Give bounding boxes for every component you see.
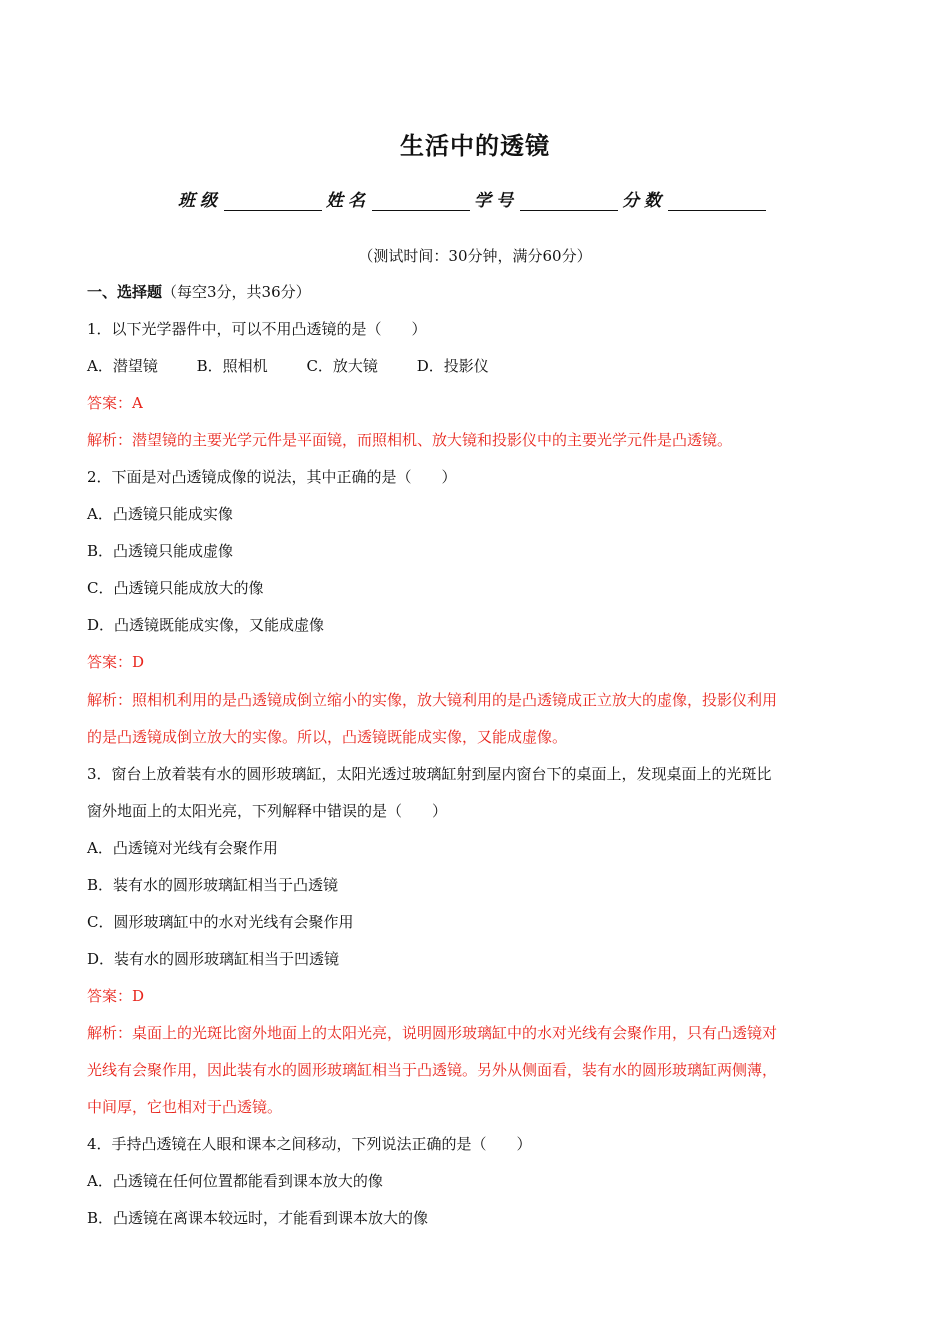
test-time-note: （测试时间：30分钟，满分60分） <box>358 247 592 265</box>
student-info-row <box>178 183 778 211</box>
question-2-analysis-line-1: 解析：照相机利用的是凸透镜成倒立缩小的实像，放大镜利用的是凸透镜成正立放大的虚像，投影仪利用 <box>87 691 778 709</box>
question-2-option-b: B．凸透镜只能成虚像 <box>87 542 234 560</box>
question-2-answer: 答案：D <box>87 653 145 671</box>
question-3-analysis-line-3: 中间厚，它也相对于凸透镜。 <box>87 1098 283 1116</box>
question-1-answer: 答案：A <box>87 394 143 412</box>
question-1-option-a: A．潜望镜 <box>87 357 158 375</box>
name-label: 姓名 <box>326 191 370 211</box>
student-id-blank <box>520 190 618 211</box>
question-4-option-b: B．凸透镜在离课本较远时，才能看到课本放大的像 <box>87 1209 429 1227</box>
question-2-analysis-line-2: 的是凸透镜成倒立放大的实像。所以，凸透镜既能成实像，又能成虚像。 <box>87 728 568 746</box>
student-id-label: 学号 <box>474 191 518 211</box>
question-1-option-b: B．照相机 <box>196 357 268 375</box>
question-1-options <box>87 355 867 377</box>
question-2-option-d: D．凸透镜既能成实像，又能成虚像 <box>87 616 325 634</box>
question-3-option-c: C．圆形玻璃缸中的水对光线有会聚作用 <box>87 913 354 931</box>
question-2-option-a: A．凸透镜只能成实像 <box>87 505 233 523</box>
question-3-option-d: D．装有水的圆形玻璃缸相当于凹透镜 <box>87 950 340 968</box>
question-1-option-d: D．投影仪 <box>416 357 489 375</box>
question-3-option-b: B．装有水的圆形玻璃缸相当于凸透镜 <box>87 876 339 894</box>
question-1-stem: 1．以下光学器件中，可以不用凸透镜的是（ ） <box>87 320 427 338</box>
question-3-option-a: A．凸透镜对光线有会聚作用 <box>87 839 278 857</box>
question-4-stem: 4．手持凸透镜在人眼和课本之间移动，下列说法正确的是（ ） <box>87 1135 532 1153</box>
section-note: （每空3分，共36分） <box>162 283 311 301</box>
section-heading <box>87 281 867 303</box>
score-label: 分数 <box>622 191 666 211</box>
question-3-analysis-line-1: 解析：桌面上的光斑比窗外地面上的太阳光亮，说明圆形玻璃缸中的水对光线有会聚作用，只有凸透镜对 <box>87 1024 778 1042</box>
question-2-stem: 2．下面是对凸透镜成像的说法，其中正确的是（ ） <box>87 468 457 486</box>
name-blank <box>372 190 470 211</box>
question-4-option-a: A．凸透镜在任何位置都能看到课本放大的像 <box>87 1172 383 1190</box>
question-3-answer: 答案：D <box>87 987 145 1005</box>
document-title: 生活中的透镜 <box>400 132 550 160</box>
question-3-stem-line-2: 窗外地面上的太阳光亮，下列解释中错误的是（ ） <box>87 802 448 820</box>
question-3-stem-line-1: 3．窗台上放着装有水的圆形玻璃缸，太阳光透过玻璃缸射到屋内窗台下的桌面上，发现桌面上的光斑比 <box>87 765 772 783</box>
section-title: 一、选择题 <box>87 283 163 301</box>
score-blank <box>668 190 766 211</box>
class-label: 班级 <box>178 191 222 211</box>
question-2-option-c: C．凸透镜只能成放大的像 <box>87 579 264 597</box>
question-3-analysis-line-2: 光线有会聚作用，因此装有水的圆形玻璃缸相当于凸透镜。另外从侧面看，装有水的圆形玻璃缸两侧薄， <box>87 1061 778 1079</box>
question-1-analysis: 解析：潜望镜的主要光学元件是平面镜，而照相机、放大镜和投影仪中的主要光学元件是凸透镜。 <box>87 431 733 449</box>
question-1-option-c: C．放大镜 <box>306 357 378 375</box>
class-blank <box>224 190 322 211</box>
